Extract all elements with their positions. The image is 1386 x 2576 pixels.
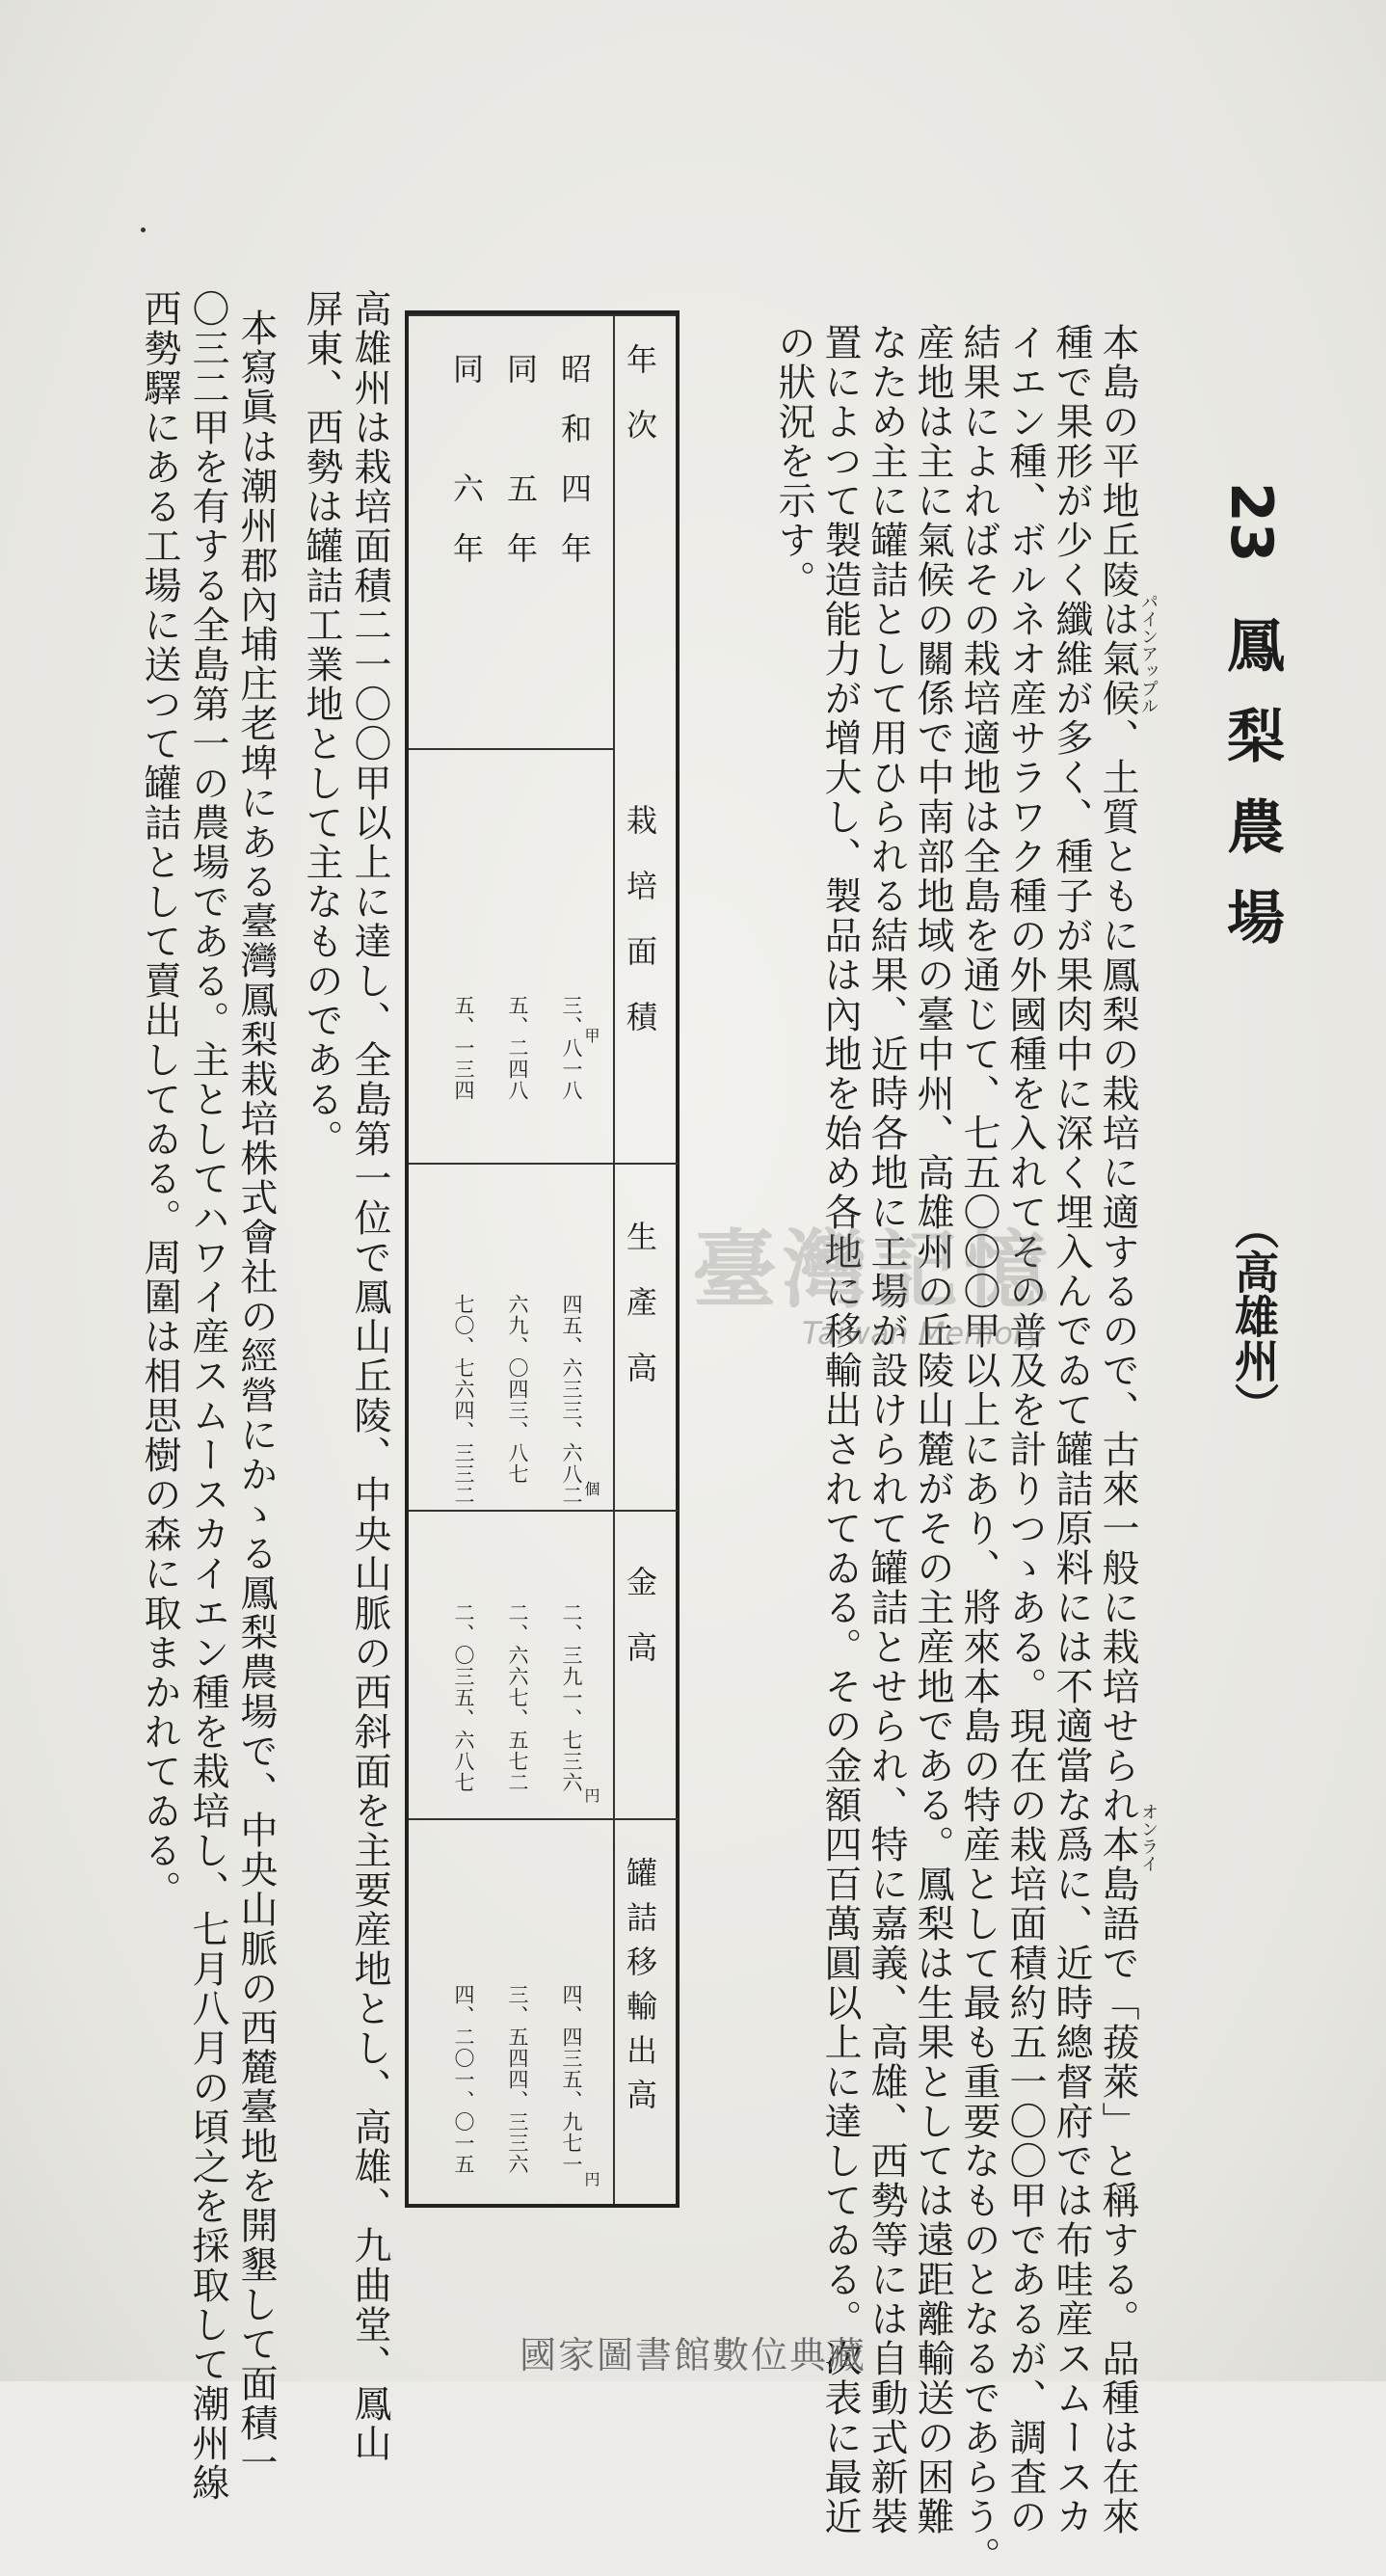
row-3-production: 七〇、七六四、三三二 bbox=[452, 1294, 475, 1506]
header-amount: 金高 bbox=[622, 1566, 658, 1697]
header-production: 生產高 bbox=[622, 1221, 658, 1417]
ruby-pineapple: パインアップル bbox=[1138, 593, 1159, 714]
section-region: （高雄州） bbox=[1228, 1205, 1280, 1427]
watermark-logo: 臺灣記憶 bbox=[692, 1220, 1055, 1320]
header-area: 栽培面積 bbox=[622, 804, 658, 1066]
unit-area: 甲 bbox=[582, 1028, 600, 1043]
intro-column-6: なため主に罐詰として用ひられる結果、近時各地に工場が設けられて罐詰とせられ、特に嘉義、高雄、西勢等には自動式新裝 bbox=[865, 323, 908, 2536]
row-2-year: 同 五年 bbox=[502, 353, 539, 592]
intro-column-3: イエン種、ボルネオ産サラワク種の外國種を入れてその普及を計りつゝある。現在の栽培面積約五一〇〇甲であるが、調査の bbox=[1003, 323, 1047, 2536]
library-footer: 國家圖書館數位典藏 bbox=[519, 2334, 866, 2376]
intro-column-4: 結果によればその栽培適地は全島を通じて、七五〇〇〇甲以上にあり、將來本島の特産として最も重要なものとなるであらう。 bbox=[957, 323, 1000, 2576]
section-heading bbox=[1217, 482, 1285, 979]
summary-column-2: 屏東、西勢は罐詰工業地として主なものである。 bbox=[300, 289, 343, 1159]
unit-production: 個 bbox=[582, 1481, 600, 1496]
intro-column-7: 置によつて製造能力が增大し、製品は內地を始め各地に移輸出されてゐる。その金額四百萬圓以上に達してゐる。次表に最近 bbox=[818, 323, 862, 2536]
divider-production bbox=[409, 1510, 679, 1512]
header-divider bbox=[613, 314, 615, 2204]
section-number: 23 bbox=[1217, 482, 1285, 563]
row-3-export: 四、二〇一、〇一五 bbox=[452, 1984, 475, 2175]
unit-export: 円 bbox=[582, 2171, 600, 2187]
header-export: 罐詰移輸出高 bbox=[622, 1857, 658, 2123]
intro-column-8: の狀況を示す。 bbox=[772, 323, 815, 600]
divider-year bbox=[409, 748, 613, 750]
intro-column-5: 産地は主に氣候の關係で中南部地域の臺中州、高雄州の丘陵山麓がその主産地である。鳳梨は生果としては遠距離輸送の困難 bbox=[911, 323, 954, 2536]
intro-column-2: 種で果形が少く纖維が多く、種子が果肉中に深く埋入んでゐて罐詰原料には不適當な爲に、近時總督府では布哇産スムースカ bbox=[1050, 323, 1093, 2536]
summary-column-1: 高雄州は栽培面積二一〇〇甲以上に達し、全島第一位で鳳山丘陵、中央山脈の西斜面を主要産地とし、高雄、九曲堂、鳳山 bbox=[348, 289, 391, 2463]
row-2-area: 五、二四八 bbox=[506, 995, 529, 1101]
intro-column-1: 本島の平地丘陵は氣候、土質ともに鳳梨の栽培に適するので、古來一般に栽培せられ本島語で「菝萊」と稱する。品種は在來 bbox=[1096, 323, 1139, 2536]
photo-column-1: 本寫眞は潮州郡內埔庄老埤にある臺灣鳳梨栽培株式會社の經營にかゝる鳳梨農場で、中央山脈の西麓臺地を開墾して面積一 bbox=[234, 309, 278, 2482]
photo-column-3: 西勢驛にある工場に送つて罐詰として賣出してゐる。周圍は相思樹の森に取まかれてゐる。 bbox=[138, 289, 181, 1910]
row-2-production: 六九、〇四三、八七 bbox=[506, 1294, 529, 1485]
row-2-amount: 二、六六七、五七二 bbox=[506, 1602, 529, 1793]
row-1-production: 四五、六三三、六八二 bbox=[560, 1294, 583, 1506]
row-3-amount: 二、〇三五、六八七 bbox=[452, 1602, 475, 1793]
section-title: 鳳梨農場 bbox=[1217, 615, 1285, 979]
row-2-export: 三、五四四、三三六 bbox=[506, 1984, 529, 2175]
ink-spot bbox=[141, 228, 146, 232]
divider-amount bbox=[409, 1818, 679, 1820]
row-1-year: 昭和四年 bbox=[556, 353, 593, 592]
watermark-subtitle: Taiwan Memory bbox=[802, 1315, 1045, 1352]
unit-amount: 円 bbox=[582, 1787, 600, 1803]
divider-area bbox=[409, 1163, 679, 1165]
row-1-export: 四、四三五、九七一 bbox=[560, 1984, 583, 2175]
statistics-table bbox=[405, 310, 680, 2208]
row-3-area: 五、一三四 bbox=[452, 995, 475, 1101]
row-3-year: 同 六年 bbox=[448, 353, 485, 592]
row-1-area: 三、八一八 bbox=[560, 995, 583, 1101]
photo-column-2: 〇三二甲を有する全島第一の農場である。主としてハワイ産スムースカイエン種を栽培し、七月八月の頃之を採取して潮州線 bbox=[186, 289, 229, 2503]
header-year: 年次 bbox=[622, 343, 658, 474]
row-1-amount: 二、三九一、七三六 bbox=[560, 1602, 583, 1793]
ruby-onglai: オンライ bbox=[1138, 1803, 1159, 1872]
